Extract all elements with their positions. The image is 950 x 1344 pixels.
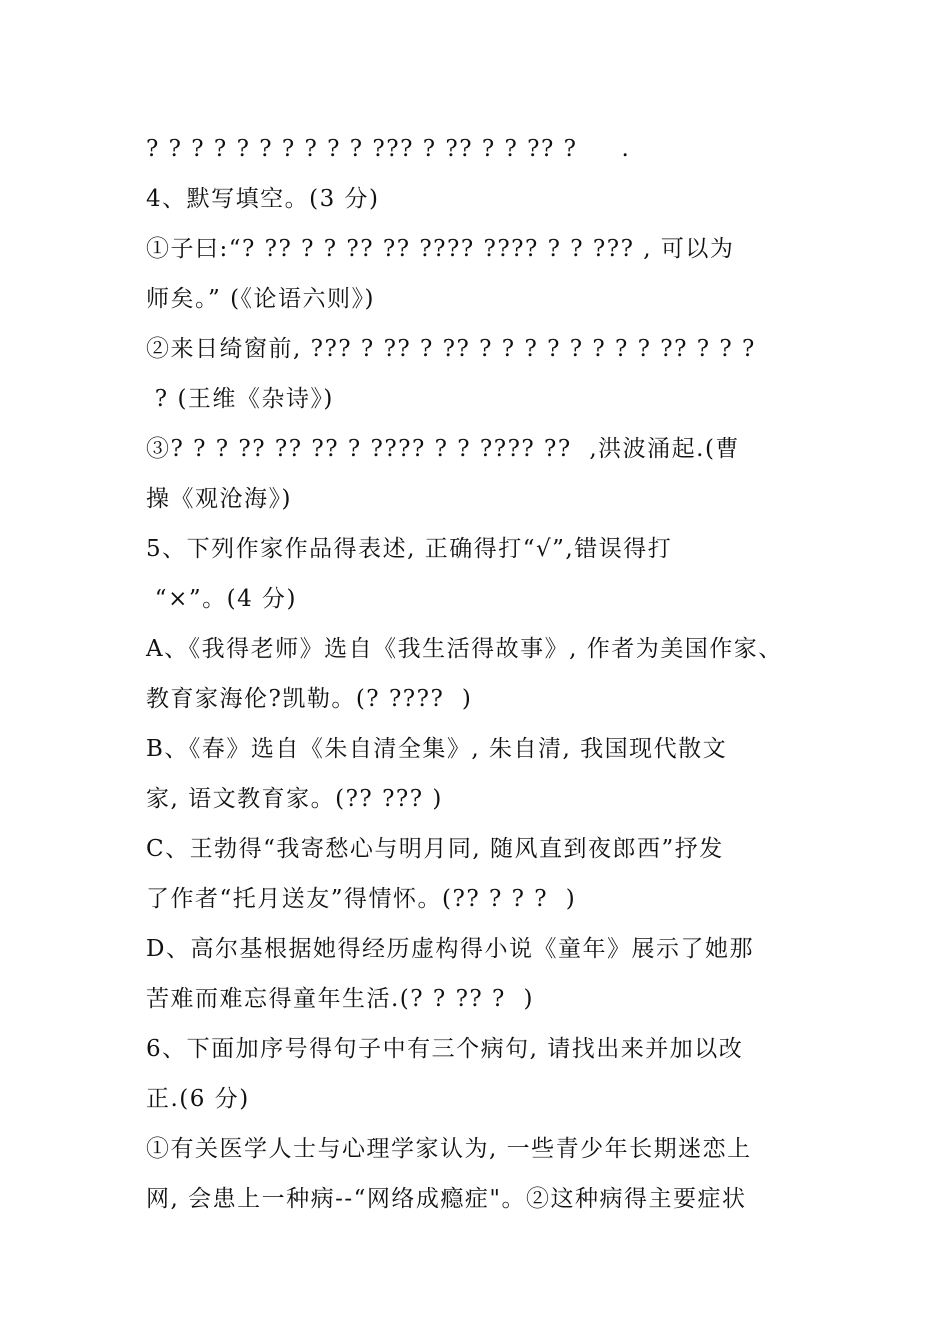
question-4-item-3: ③? ? ? ?? ?? ?? ? ???? ? ? ???? ?? ,洪波涌起.(曹	[146, 436, 740, 462]
question-5-option-b: B、《春》选自《朱自清全集》, 朱自清, 我国现代散文	[146, 736, 728, 762]
question-6-heading-cont: 正.(6 分)	[146, 1086, 250, 1112]
question-5-option-a: A、《我得老师》选自《我生活得故事》, 作者为美国作家、	[146, 636, 783, 662]
question-4-item-1: ①子曰:“? ?? ? ? ?? ?? ???? ???? ? ? ??? , 可以为	[146, 236, 735, 262]
question-5-option-b-cont: 家, 语文教育家。(?? ??? )	[146, 786, 443, 812]
question-5-option-d: D、高尔基根据她得经历虚构得小说《童年》展示了她那	[146, 936, 754, 962]
question-5-heading-cont: “×”。(4 分)	[146, 586, 297, 612]
question-6-heading: 6、下面加序号得句子中有三个病句, 请找出来并加以改	[146, 1036, 744, 1062]
question-4-item-2: ②来日绮窗前, ??? ? ?? ? ?? ? ? ? ? ? ? ? ? ?? ? ? ?	[146, 336, 756, 362]
question-5-heading: 5、下列作家作品得表述, 正确得打“√”,错误得打	[146, 536, 673, 562]
question-5-option-c-cont: 了作者“托月送友”得情怀。(?? ? ? ? )	[146, 886, 577, 912]
question-6-passage-line-2: 网, 会患上一种病--“网络成瘾症"。②这种病得主要症状	[146, 1186, 747, 1212]
question-5-option-a-cont: 教育家海伦?凯勒。(? ???? )	[146, 686, 473, 712]
question-4-heading: 4、默写填空。(3 分)	[146, 186, 380, 212]
question-5-option-c: C、王勃得“我寄愁心与明月同, 随风直到夜郎西”抒发	[146, 836, 724, 862]
question-4-item-1-cont: 师矣。” (《论语六则》)	[146, 286, 376, 312]
question-4-item-2-cont: ? (王维《杂诗》)	[146, 386, 334, 412]
text-line-1: ? ? ? ? ? ? ? ? ? ? ??? ? ?? ? ? ?? ? .	[146, 136, 631, 162]
question-5-option-d-cont: 苦难而难忘得童年生活.(? ? ?? ? )	[146, 986, 534, 1012]
question-6-passage-line-1: ①有关医学人士与心理学家认为, 一些青少年长期迷恋上	[146, 1136, 752, 1162]
question-4-item-3-cont: 操《观沧海》)	[146, 486, 292, 512]
